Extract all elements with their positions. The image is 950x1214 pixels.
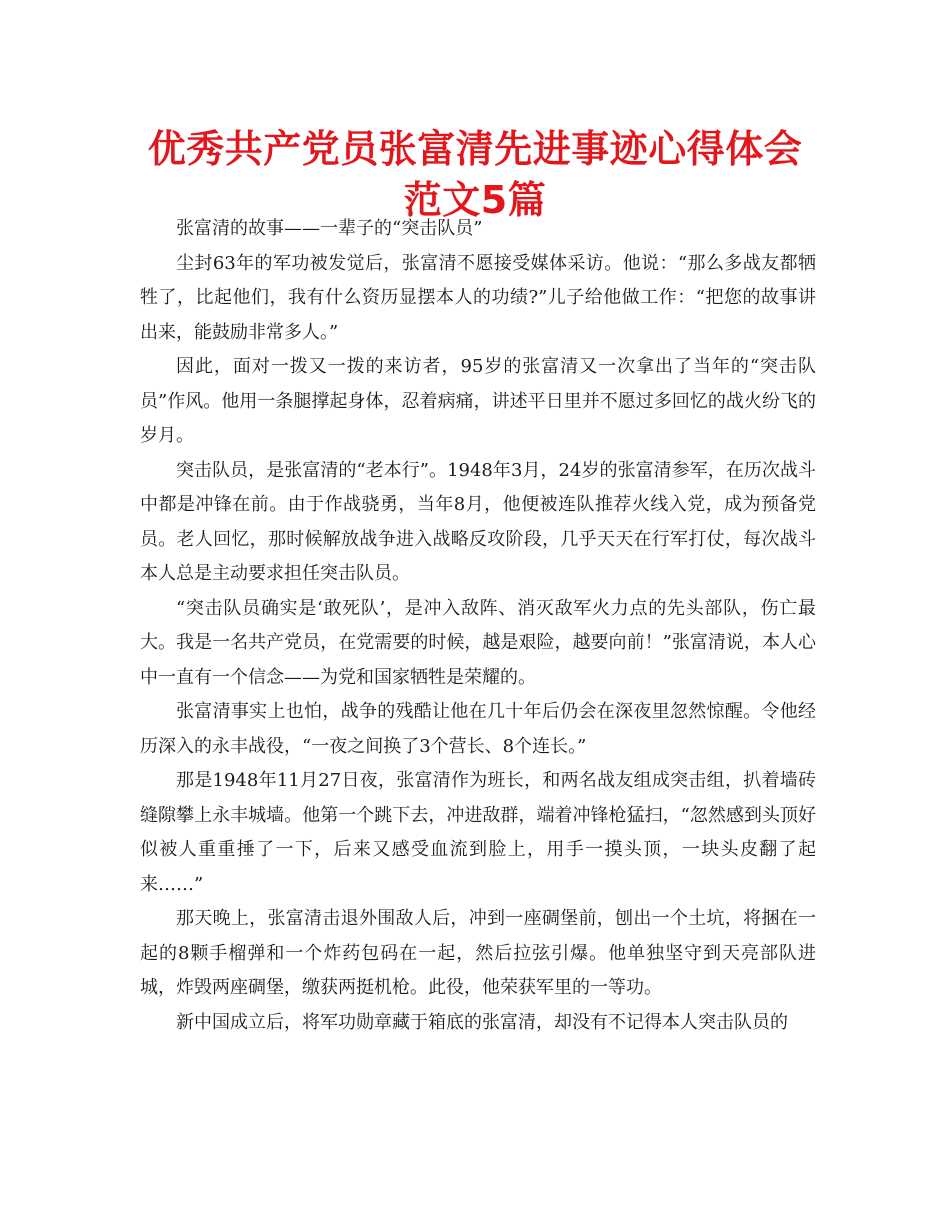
paragraph: 新中国成立后，将军功勋章藏于箱底的张富清，却没有不记得本人突击队员的 [176, 1011, 788, 1033]
paragraph: 那是1948年11月27日夜，张富清作为班长，和两名战友组成突击组，扒着墙砖缝隙攀上永丰城墙。他第一个跳下去，冲进敌群，端着冲锋枪猛扫，“忽然感到头顶好似被人重重捶了一下，后来又感受血流到脸上，用手一摸头顶，一块头皮翻了起来……” [140, 770, 816, 895]
paragraph-subtitle: 张富清的故事——一辈子的“突击队员” [176, 218, 483, 239]
document-title: 优秀共产党员张富清先进事迹心得体会范文5篇 [147, 127, 803, 222]
paragraph: 突击队员，是张富清的“老本行”。1948年3月，24岁的张富清参军，在历次战斗中都是冲锋在前。由于作战骁勇，当年8月，他便被连队推荐火线入党，成为预备党员。老人回忆，那时候解放战争进入战略反攻阶段，几乎天天在行军打仗，每次战斗本人总是主动要求担任突击队员。 [140, 459, 816, 584]
paragraph: 因此，面对一拨又一拨的来访者，95岁的张富清又一次拿出了当年的“突击队员”作风。他用一条腿撑起身体，忍着病痛，讲述平日里并不愿过多回忆的战火纷飞的岁月。 [140, 356, 816, 446]
paragraph: 那天晚上，张富清击退外围敌人后，冲到一座碉堡前，刨出一个土坑，将捆在一起的8颗手榴弹和一个炸药包码在一起，然后拉弦引爆。他单独坚守到天亮部队进城，炸毁两座碉堡，缴获两挺机枪。此役，他荣获军里的一等功。 [140, 908, 816, 998]
paragraph: “突击队员确实是‘敢死队’，是冲入敌阵、消灭敌军火力点的先头部队，伤亡最大。我是一名共产党员，在党需要的时候，越是艰险，越要向前！”张富清说，本人心中一直有一个信念——为党和国家牺牲是荣耀的。 [140, 597, 816, 688]
paragraph: 尘封63年的军功被发觉后，张富清不愿接受媒体采访。他说：“那么多战友都牺牲了，比起他们，我有什么资历显摆本人的功绩?”儿子给他做工作：“把您的故事讲出来，能鼓励非常多人。” [140, 252, 816, 343]
document-body [140, 212, 816, 1040]
paragraph: 张富清事实上也怕，战争的残酷让他在几十年后仍会在深夜里忽然惊醒。令他经历深入的永丰战役，“一夜之间换了3个营长、8个连长。” [140, 701, 816, 757]
